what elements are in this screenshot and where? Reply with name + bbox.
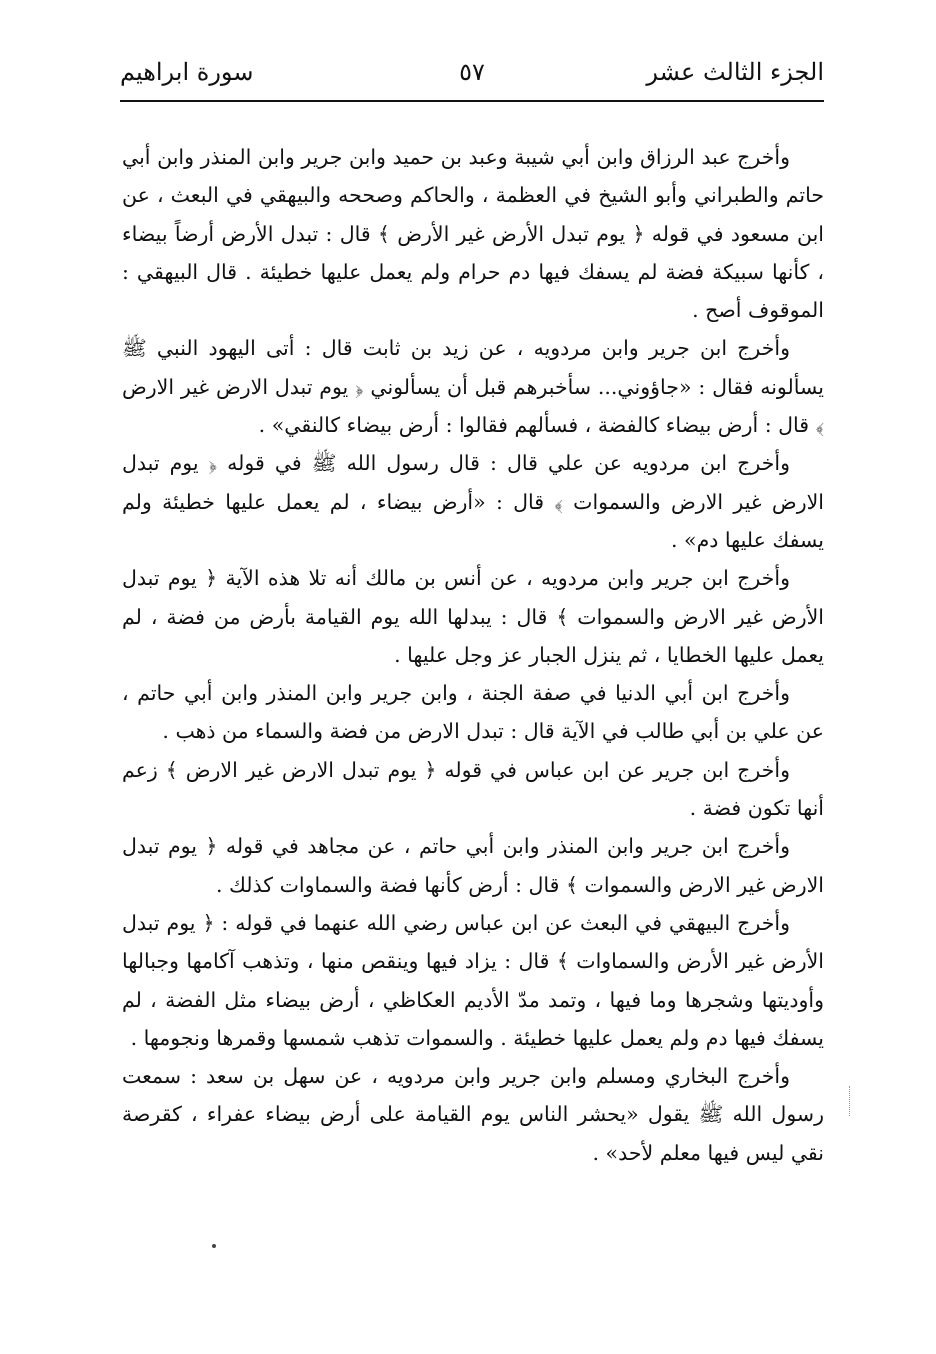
paragraph: وأخرج ابن جرير وابن مردويه ، عن أنس بن مالك أنه تلا هذه الآية ﴿ يوم تبدل الأرض غير الارض والسموات ﴾ قال : يبدلها الله يوم القيامة بأرض من فضة ، لم يعمل عليها الخطايا ، ثم ينزل الجبار عز وجل عليها . xyxy=(122,566,824,667)
paragraph: وأخرج ابن جرير وابن مردويه ، عن زيد بن ثابت قال : أتى اليهود النبي ﷺ يسألونه فقال : «جاؤوني... سأخبرهم قبل أن يسألوني ﴿ يوم تبدل الارض غير الارض ﴾ قال : أرض بيضاء كالفضة ، فسألهم فقالوا : أرض بيضاء كالنقي» . xyxy=(122,336,824,438)
scan-mark xyxy=(849,1086,852,1116)
part-title: الجزء الثالث عشر xyxy=(646,58,824,86)
ink-speck xyxy=(212,1244,216,1248)
paragraph: وأخرج ابن مردويه عن علي قال : قال رسول الله ﷺ في قوله ﴿ يوم تبدل الارض غير الارض والسموات ﴾ قال : «أرض بيضاء ، لم يعمل عليها خطيئة ولم يسفك عليها دم» . xyxy=(122,451,824,552)
paragraph: وأخرج ابن أبي الدنيا في صفة الجنة ، وابن جرير وابن المنذر وابن أبي حاتم ، عن علي بن أبي طالب في الآية قال : تبدل الارض من فضة والسماء من ذهب . xyxy=(122,681,824,744)
paragraph: وأخرج البخاري ومسلم وابن جرير وابن مردويه ، عن سهل بن سعد : سمعت رسول الله ﷺ يقول «يحشر الناس يوم القيامة على أرض بيضاء عفراء ، كقرصة نقي ليس فيها معلم لأحد» . xyxy=(122,1064,824,1165)
paragraph: وأخرج عبد الرزاق وابن أبي شيبة وعبد بن حميد وابن جرير وابن المنذر وابن أبي حاتم والطبراني وأبو الشيخ في العظمة ، والحاكم وصححه والبيهقي في البعث ، عن ابن مسعود في قوله ﴿ يوم تبدل الأرض غير الأرض ﴾ قال : تبدل الأرض أرضاً بيضاء ، كأنها سبيكة فضة لم يسفك فيها دم حرام ولم يعمل عليها خطيئة . قال البيهقي : الموقوف أصح . xyxy=(122,145,824,323)
paragraph: وأخرج ابن جرير وابن المنذر وابن أبي حاتم ، عن مجاهد في قوله ﴿ يوم تبدل الارض غير الارض والسموات ﴾ قال : أرض كأنها فضة والسماوات كذلك . xyxy=(122,834,824,897)
page-body xyxy=(122,138,824,1172)
surah-title: سورة ابراهيم xyxy=(120,58,254,86)
paragraph: وأخرج ابن جرير عن ابن عباس في قوله ﴿ يوم تبدل الارض غير الارض ﴾ زعم أنها تكون فضة . xyxy=(122,757,824,821)
header-rule xyxy=(120,100,824,102)
page-number: ٥٧ xyxy=(459,58,485,86)
paragraph: وأخرج البيهقي في البعث عن ابن عباس رضي الله عنهما في قوله : ﴿ يوم تبدل الأرض غير الأرض والسماوات ﴾ قال : يزاد فيها وينقص منها ، وتذهب آكامها وجبالها وأوديتها وشجرها وما فيها ، وتمد مدّ الأديم العكاظي ، أرض بيضاء مثل الفضة ، لم يسفك فيها دم ولم يعمل عليها خطيئة . والسموات تذهب شمسها وقمرها ونجومها . xyxy=(122,910,824,1050)
page-header xyxy=(120,56,824,96)
